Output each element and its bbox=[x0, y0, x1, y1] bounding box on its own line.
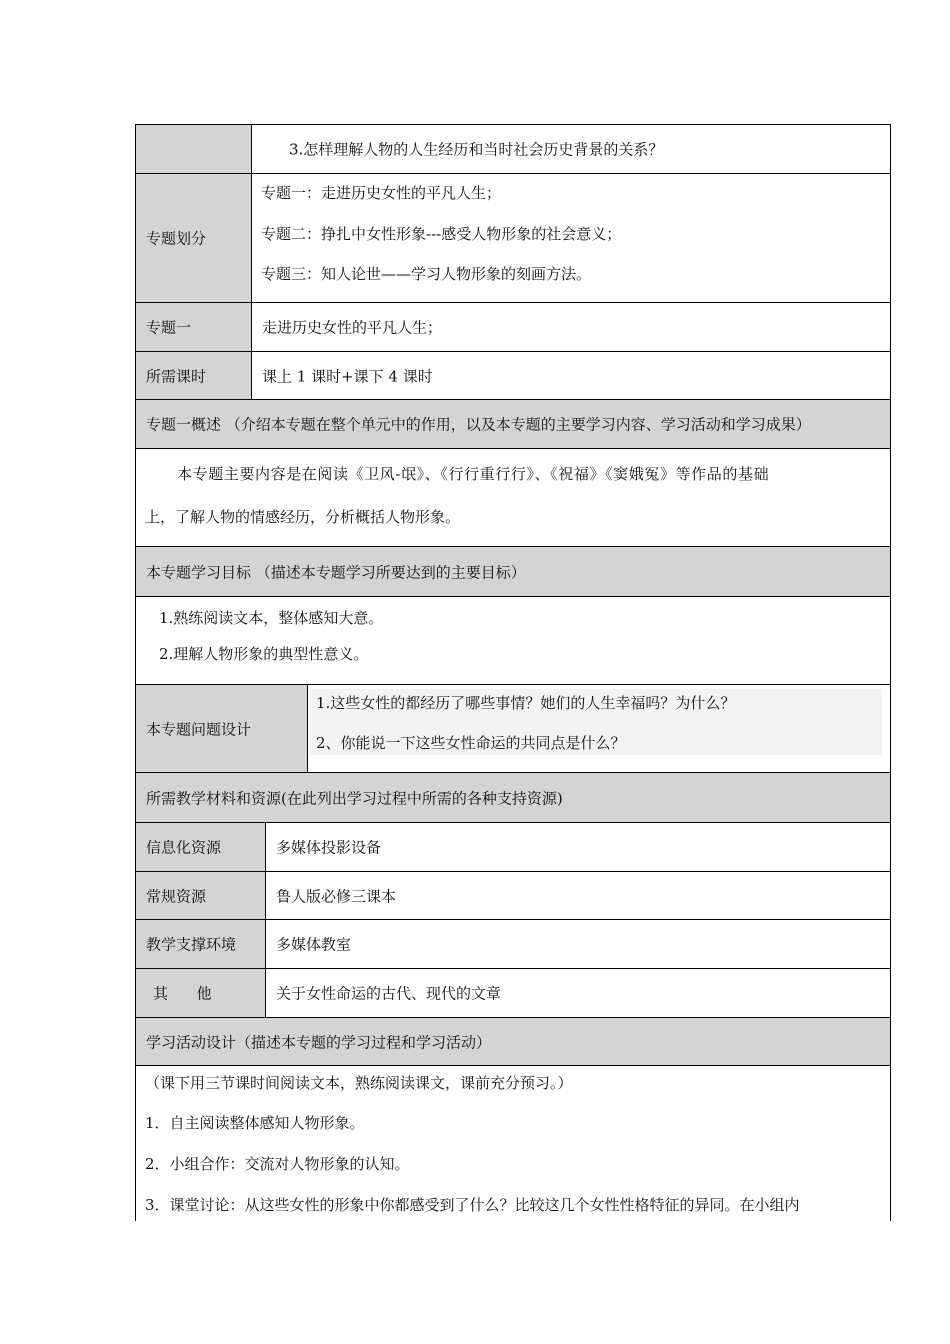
resource-row bbox=[136, 823, 890, 872]
resource-label: 常规资源 bbox=[146, 887, 207, 905]
resource-label: 教学支撑环境 bbox=[146, 935, 237, 954]
goals-body-row bbox=[136, 597, 890, 685]
hours-label: 所需课时 bbox=[146, 367, 207, 385]
resource-label: 信息化资源 bbox=[146, 838, 222, 857]
resources-header: 所需教学材料和资源(在此列出学习过程中所需的各种支持资源) bbox=[146, 789, 563, 807]
activities-header: 学习活动设计（描述本专题的学习过程和学习活动） bbox=[146, 1033, 492, 1051]
hours-row bbox=[136, 352, 890, 400]
hours-value-cell bbox=[252, 352, 890, 399]
overview-text-line: 本专题主要内容是在阅读《卫风-氓》、《行行重行行》、《祝福》《窦娥冤》等作品的基础 bbox=[177, 465, 770, 483]
resource-label-cell bbox=[136, 920, 266, 968]
overview-text-line: 上，了解人物的情感经历，分析概括人物形象。 bbox=[145, 508, 461, 526]
lesson-plan-table bbox=[135, 124, 891, 1221]
resource-value-cell bbox=[266, 920, 890, 968]
topic-item: 专题一：走进历史女性的平凡人生； bbox=[261, 184, 502, 202]
resources-header-row bbox=[136, 773, 890, 823]
resource-value: 多媒体教室 bbox=[276, 935, 352, 954]
topic-one-value-cell bbox=[252, 303, 890, 351]
topic-division-value-cell bbox=[252, 174, 890, 302]
resource-row bbox=[136, 969, 890, 1018]
resource-value: 关于女性命运的古代、现代的文章 bbox=[276, 984, 502, 1003]
hours-label-cell bbox=[136, 352, 252, 399]
goal-item: 2.理解人物形象的典型性意义。 bbox=[159, 645, 369, 663]
topic-one-row bbox=[136, 303, 890, 352]
question-3-row bbox=[136, 125, 890, 174]
topic-one-text: 走进历史女性的平凡人生； bbox=[262, 318, 443, 337]
goals-header-row bbox=[136, 547, 890, 597]
topic-division-row bbox=[136, 174, 890, 303]
topic-one-label: 专题一 bbox=[146, 318, 192, 337]
goal-item: 1.熟练阅读文本，整体感知大意。 bbox=[159, 609, 384, 627]
question-design-row bbox=[136, 685, 890, 773]
resource-label-cell bbox=[136, 823, 266, 871]
activities-body-row bbox=[136, 1066, 890, 1222]
activity-item: （课下用三节课时间阅读文本，熟练阅读课文，课前充分预习。） bbox=[145, 1074, 573, 1092]
question-3-label-cell bbox=[136, 125, 252, 173]
question-design-label-cell bbox=[136, 685, 308, 772]
question-design-value-cell bbox=[308, 685, 890, 772]
resource-value-cell bbox=[266, 872, 890, 919]
question-3-text: 3.怎样理解人物的人生经历和当时社会历史背景的关系？ bbox=[289, 140, 664, 159]
activity-item: 3．课堂讨论：从这些女性的形象中你都感受到了什么？比较这几个女性性格特征的异同。在小组内 bbox=[145, 1196, 800, 1214]
resource-value: 鲁人版必修三课本 bbox=[276, 887, 397, 905]
activity-item: 2．小组合作：交流对人物形象的认知。 bbox=[145, 1155, 410, 1173]
resource-value: 多媒体投影设备 bbox=[276, 838, 382, 857]
activities-header-row bbox=[136, 1018, 890, 1066]
question-item: 1.这些女性的都经历了哪些事情？她们的人生幸福吗？为什么？ bbox=[316, 694, 736, 712]
resource-row bbox=[136, 920, 890, 969]
resource-value-cell bbox=[266, 823, 890, 871]
resource-label: 其 他 bbox=[153, 984, 212, 1003]
hours-text: 课上 1 课时+课下 4 课时 bbox=[262, 367, 433, 385]
overview-header: 专题一概述 （介绍本专题在整个单元中的作用，以及本专题的主要学习内容、学习活动和学习成果） bbox=[146, 415, 811, 434]
topic-one-label-cell bbox=[136, 303, 252, 351]
question-item: 2、你能说一下这些女性命运的共同点是什么？ bbox=[316, 734, 626, 752]
question-design-label: 本专题问题设计 bbox=[146, 720, 252, 738]
topic-division-label: 专题划分 bbox=[146, 229, 207, 248]
goals-header: 本专题学习目标 （描述本专题学习所要达到的主要目标） bbox=[146, 563, 526, 581]
overview-header-row bbox=[136, 400, 890, 449]
activity-item: 1．自主阅读整体感知人物形象。 bbox=[145, 1114, 365, 1132]
resource-label-cell bbox=[136, 872, 266, 919]
topic-item: 专题二：挣扎中女性形象---感受人物形象的社会意义； bbox=[261, 225, 622, 243]
topic-division-label-cell bbox=[136, 174, 252, 302]
resource-row bbox=[136, 872, 890, 920]
resource-value-cell bbox=[266, 969, 890, 1017]
topic-item: 专题三：知人论世——学习人物形象的刻画方法。 bbox=[261, 265, 592, 283]
question-3-value-cell bbox=[252, 125, 890, 173]
overview-body-row bbox=[136, 449, 890, 547]
resource-label-cell bbox=[136, 969, 266, 1017]
